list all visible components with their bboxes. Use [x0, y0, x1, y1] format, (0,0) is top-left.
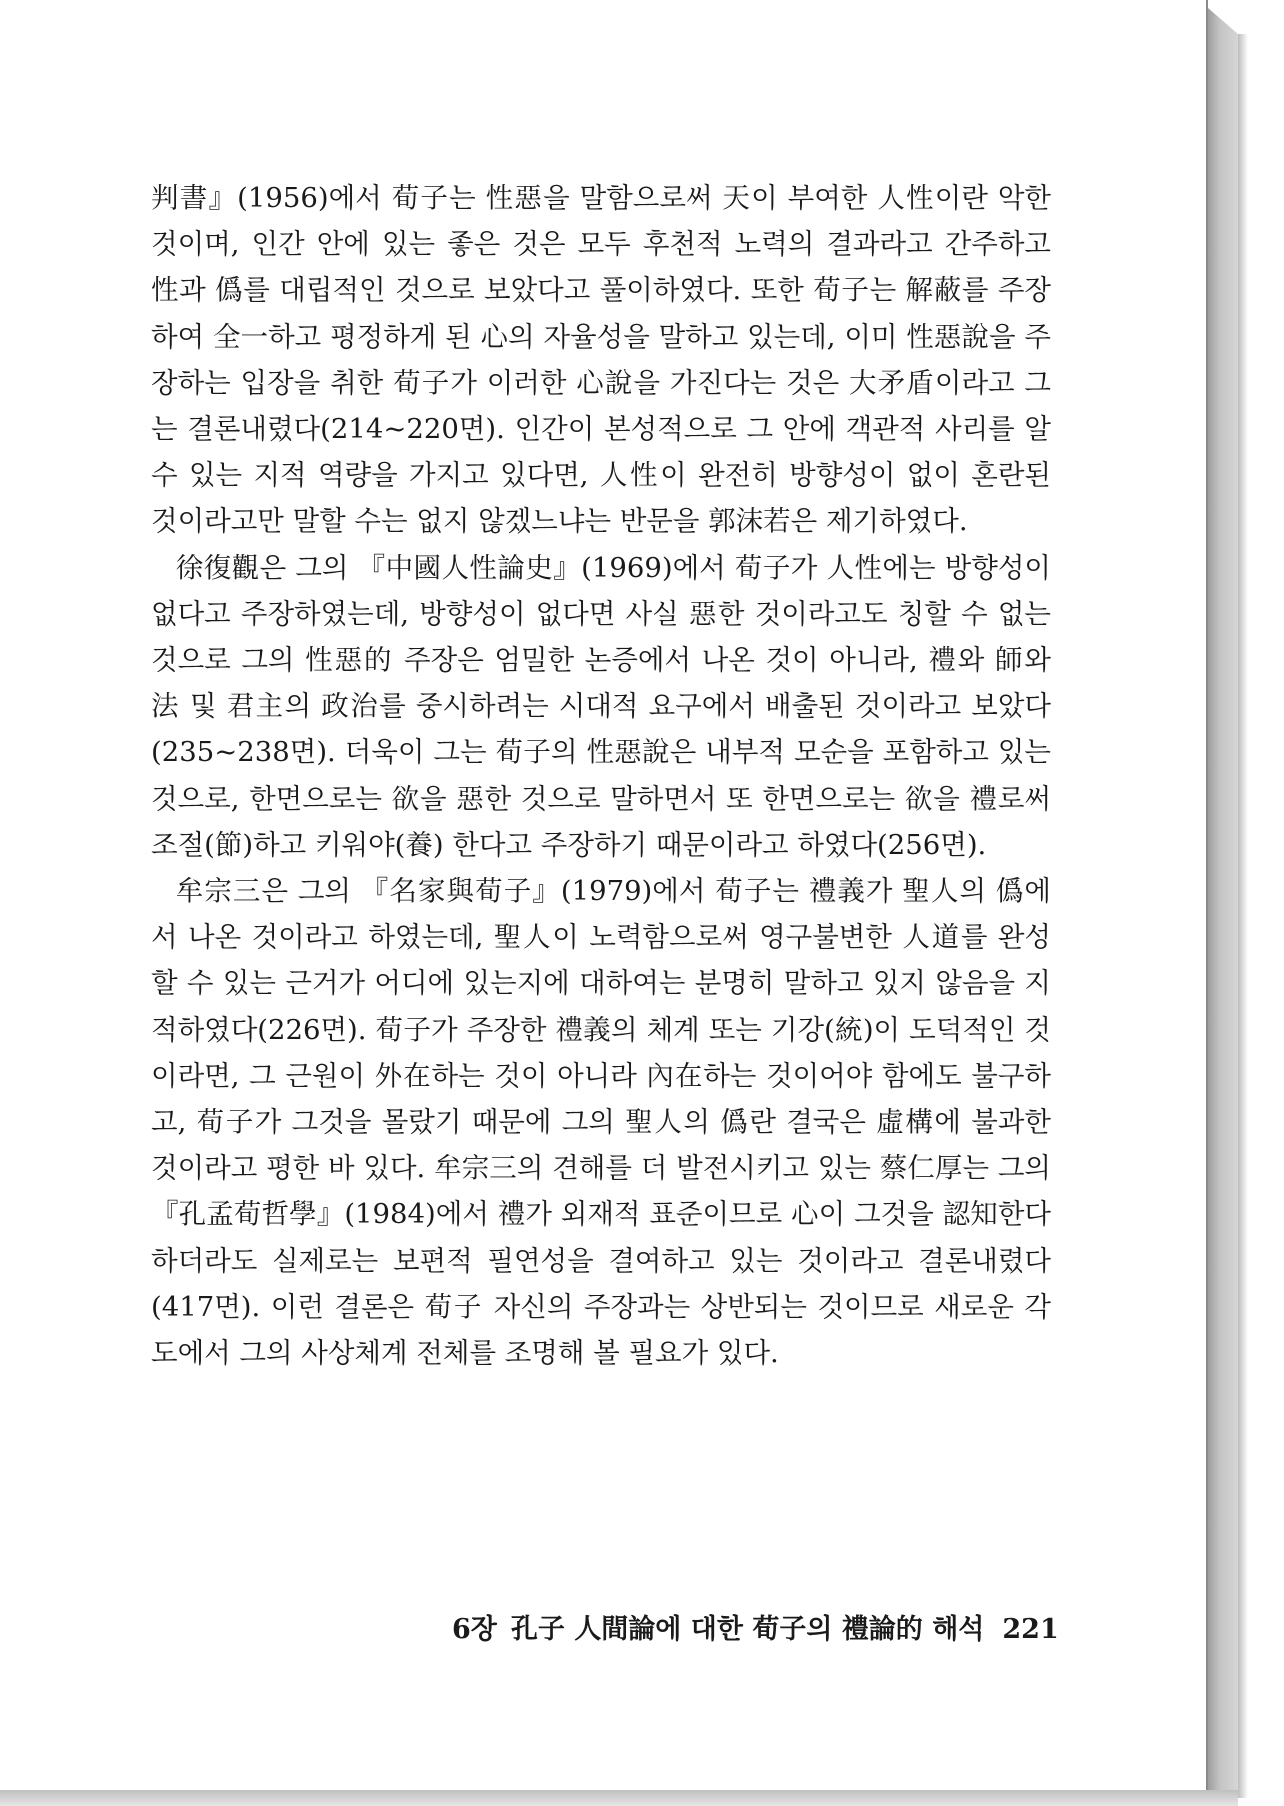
paragraph-2: 徐復觀은 그의 『中國人性論史』(1969)에서 荀子가 人性에는 방향성이 없다고 주장하였는데, 방향성이 없다면 사실 惡한 것이라고도 칭할 수 없는 것으로 그의 性惡的 주장은 엄밀한 논증에서 나온 것이 아니라, 禮와 師와 法 및 君主의 政治를 중시하려는 시대적 요구에서 배출된 것이라고 보았다(235~238면). 더욱이 그는 荀子의 性惡說은 내부적 모순을 포함하고 있는 것으로, 한면으로는 欲을 惡한 것으로 말하면서 또 한면으로는 欲을 禮로써 조절(節)하고 키워야(養) 한다고 주장하기 때문이라고 하였다(256면). [151, 551, 1051, 861]
paragraph-3: 牟宗三은 그의 『名家與荀子』(1979)에서 荀子는 禮義가 聖人의 僞에서 나온 것이라고 하였는데, 聖人이 노력함으로써 영구불변한 人道를 완성할 수 있는 근거가 어디에 있는지에 대하여는 분명히 말하고 있지 않음을 지적하였다(226면). 荀子가 주장한 禮義의 체계 또는 기강(統)이 도덕적인 것이라면, 그 근원이 外在하는 것이 아니라 內在하는 것이어야 함에도 불구하고, 荀子가 그것을 몰랐기 때문에 그의 聖人의 僞란 결국은 虛構에 불과한 것이라고 평한 바 있다. 牟宗三의 견해를 더 발전시키고 있는 蔡仁厚는 그의 『孔孟荀哲學』(1984)에서 禮가 외재적 표준이므로 心이 그것을 認知한다 하더라도 실제로는 보편적 필연성을 결여하고 있는 것이라고 결론내렸다(417면). 이런 결론은 荀子 자신의 주장과는 상반되는 것이므로 새로운 각도에서 그의 사상체계 전체를 조명해 볼 필요가 있다. [151, 875, 1051, 1370]
paragraph-1: 判書』(1956)에서 荀子는 性惡을 말함으로써 天이 부여한 人性이란 악한 것이며, 인간 안에 있는 좋은 것은 모두 후천적 노력의 결과라고 간주하고 性과 僞를 대립적인 것으로 보았다고 풀이하였다. 또한 荀子는 解蔽를 주장하여 全一하고 평정하게 된 心의 자율성을 말하고 있는데, 이미 性惡說을 주장하는 입장을 취한 荀子가 이러한 心說을 가진다는 것은 大矛盾이라고 그는 결론내렸다(214~220면). 인간이 본성적으로 그 안에 객관적 사리를 알 수 있는 지적 역량을 가지고 있다면, 人性이 완전히 방향성이 없이 혼란된 것이라고만 말할 수는 없지 않겠느냐는 반문을 郭沫若은 제기하였다. [151, 182, 1051, 538]
footer-chapter: 6장 [452, 1614, 497, 1645]
book-edge [1208, 8, 1238, 1798]
footer-title: 孔子 人間論에 대한 荀子의 禮論的 해석 [510, 1614, 985, 1645]
running-footer [452, 1612, 1059, 1648]
book-edge-shadow [1238, 34, 1248, 1798]
book-bottom-edge [0, 1790, 1238, 1806]
body-text [151, 175, 1051, 1376]
page-number: 221 [1002, 1614, 1059, 1645]
